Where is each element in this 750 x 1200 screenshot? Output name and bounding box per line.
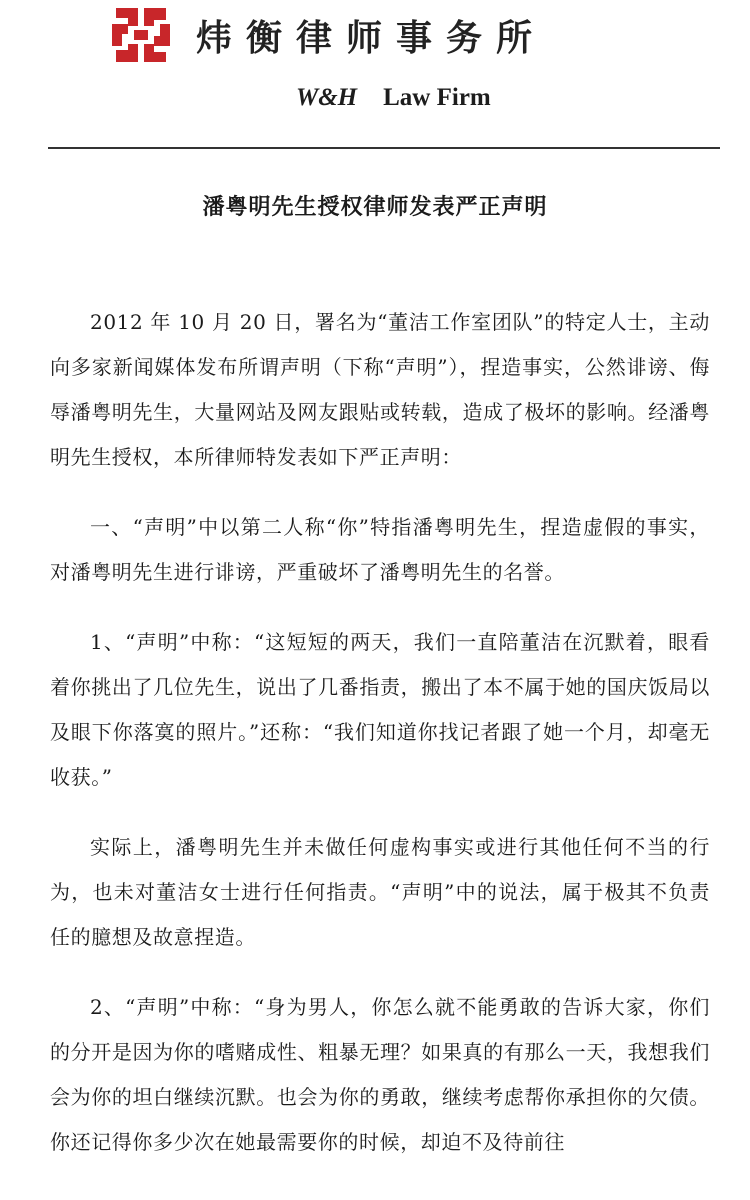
firm-abbreviation: W&H: [296, 84, 358, 111]
paragraph-rebuttal: 实际上，潘粤明先生并未做任何虚构事实或进行其他任何不当的行为，也未对董洁女士进行任何指责。“声明”中的说法，属于极其不负责任的臆想及故意捏造。: [50, 835, 710, 949]
statement-title: 潘粤明先生授权律师发表严正声明: [202, 195, 548, 220]
paragraph-intro: 2012 年 10 月 20 日，署名为“董洁工作室团队”的特定人士，主动向多家新闻媒体发布所谓声明（下称“声明”），捏造事实，公然诽谤、侮辱潘粤明先生，大量网站及网友跟贴或转载，造成了极坏的影响。经潘粤明先生授权，本所律师特发表如下严正声明：: [50, 310, 710, 469]
firm-name-english: [296, 84, 491, 112]
firm-logo-icon: [108, 4, 174, 66]
statement-body: [50, 300, 710, 1190]
firm-name-chinese: 炜衡律师事务所: [196, 18, 547, 59]
firm-name-suffix: Law Firm: [383, 84, 491, 111]
paragraph-item-1: 1、“声明”中称：“这短短的两天，我们一直陪董洁在沉默着，眼看着你挑出了几位先生，说出了几番指责，搬出了本不属于她的国庆饭局以及眼下你落寞的照片。”还称：“我们知道你找记者跟了她一个月，却毫无收获。”: [50, 630, 710, 789]
header-divider: [48, 147, 720, 149]
letterhead: [0, 0, 750, 150]
paragraph-item-2: 2、“声明”中称：“身为男人，你怎么就不能勇敢的告诉大家，你们的分开是因为你的嗜赌成性、粗暴无理？如果真的有那么一天，我想我们会为你的坦白继续沉默。也会为你的勇敢，继续考虑帮你承担你的欠债。你还记得你多少次在她最需要你的时候，却迫不及待前往: [50, 995, 710, 1154]
paragraph-point-one: 一、“声明”中以第二人称“你”特指潘粤明先生，捏造虚假的事实，对潘粤明先生进行诽谤，严重破坏了潘粤明先生的名誉。: [50, 515, 710, 584]
